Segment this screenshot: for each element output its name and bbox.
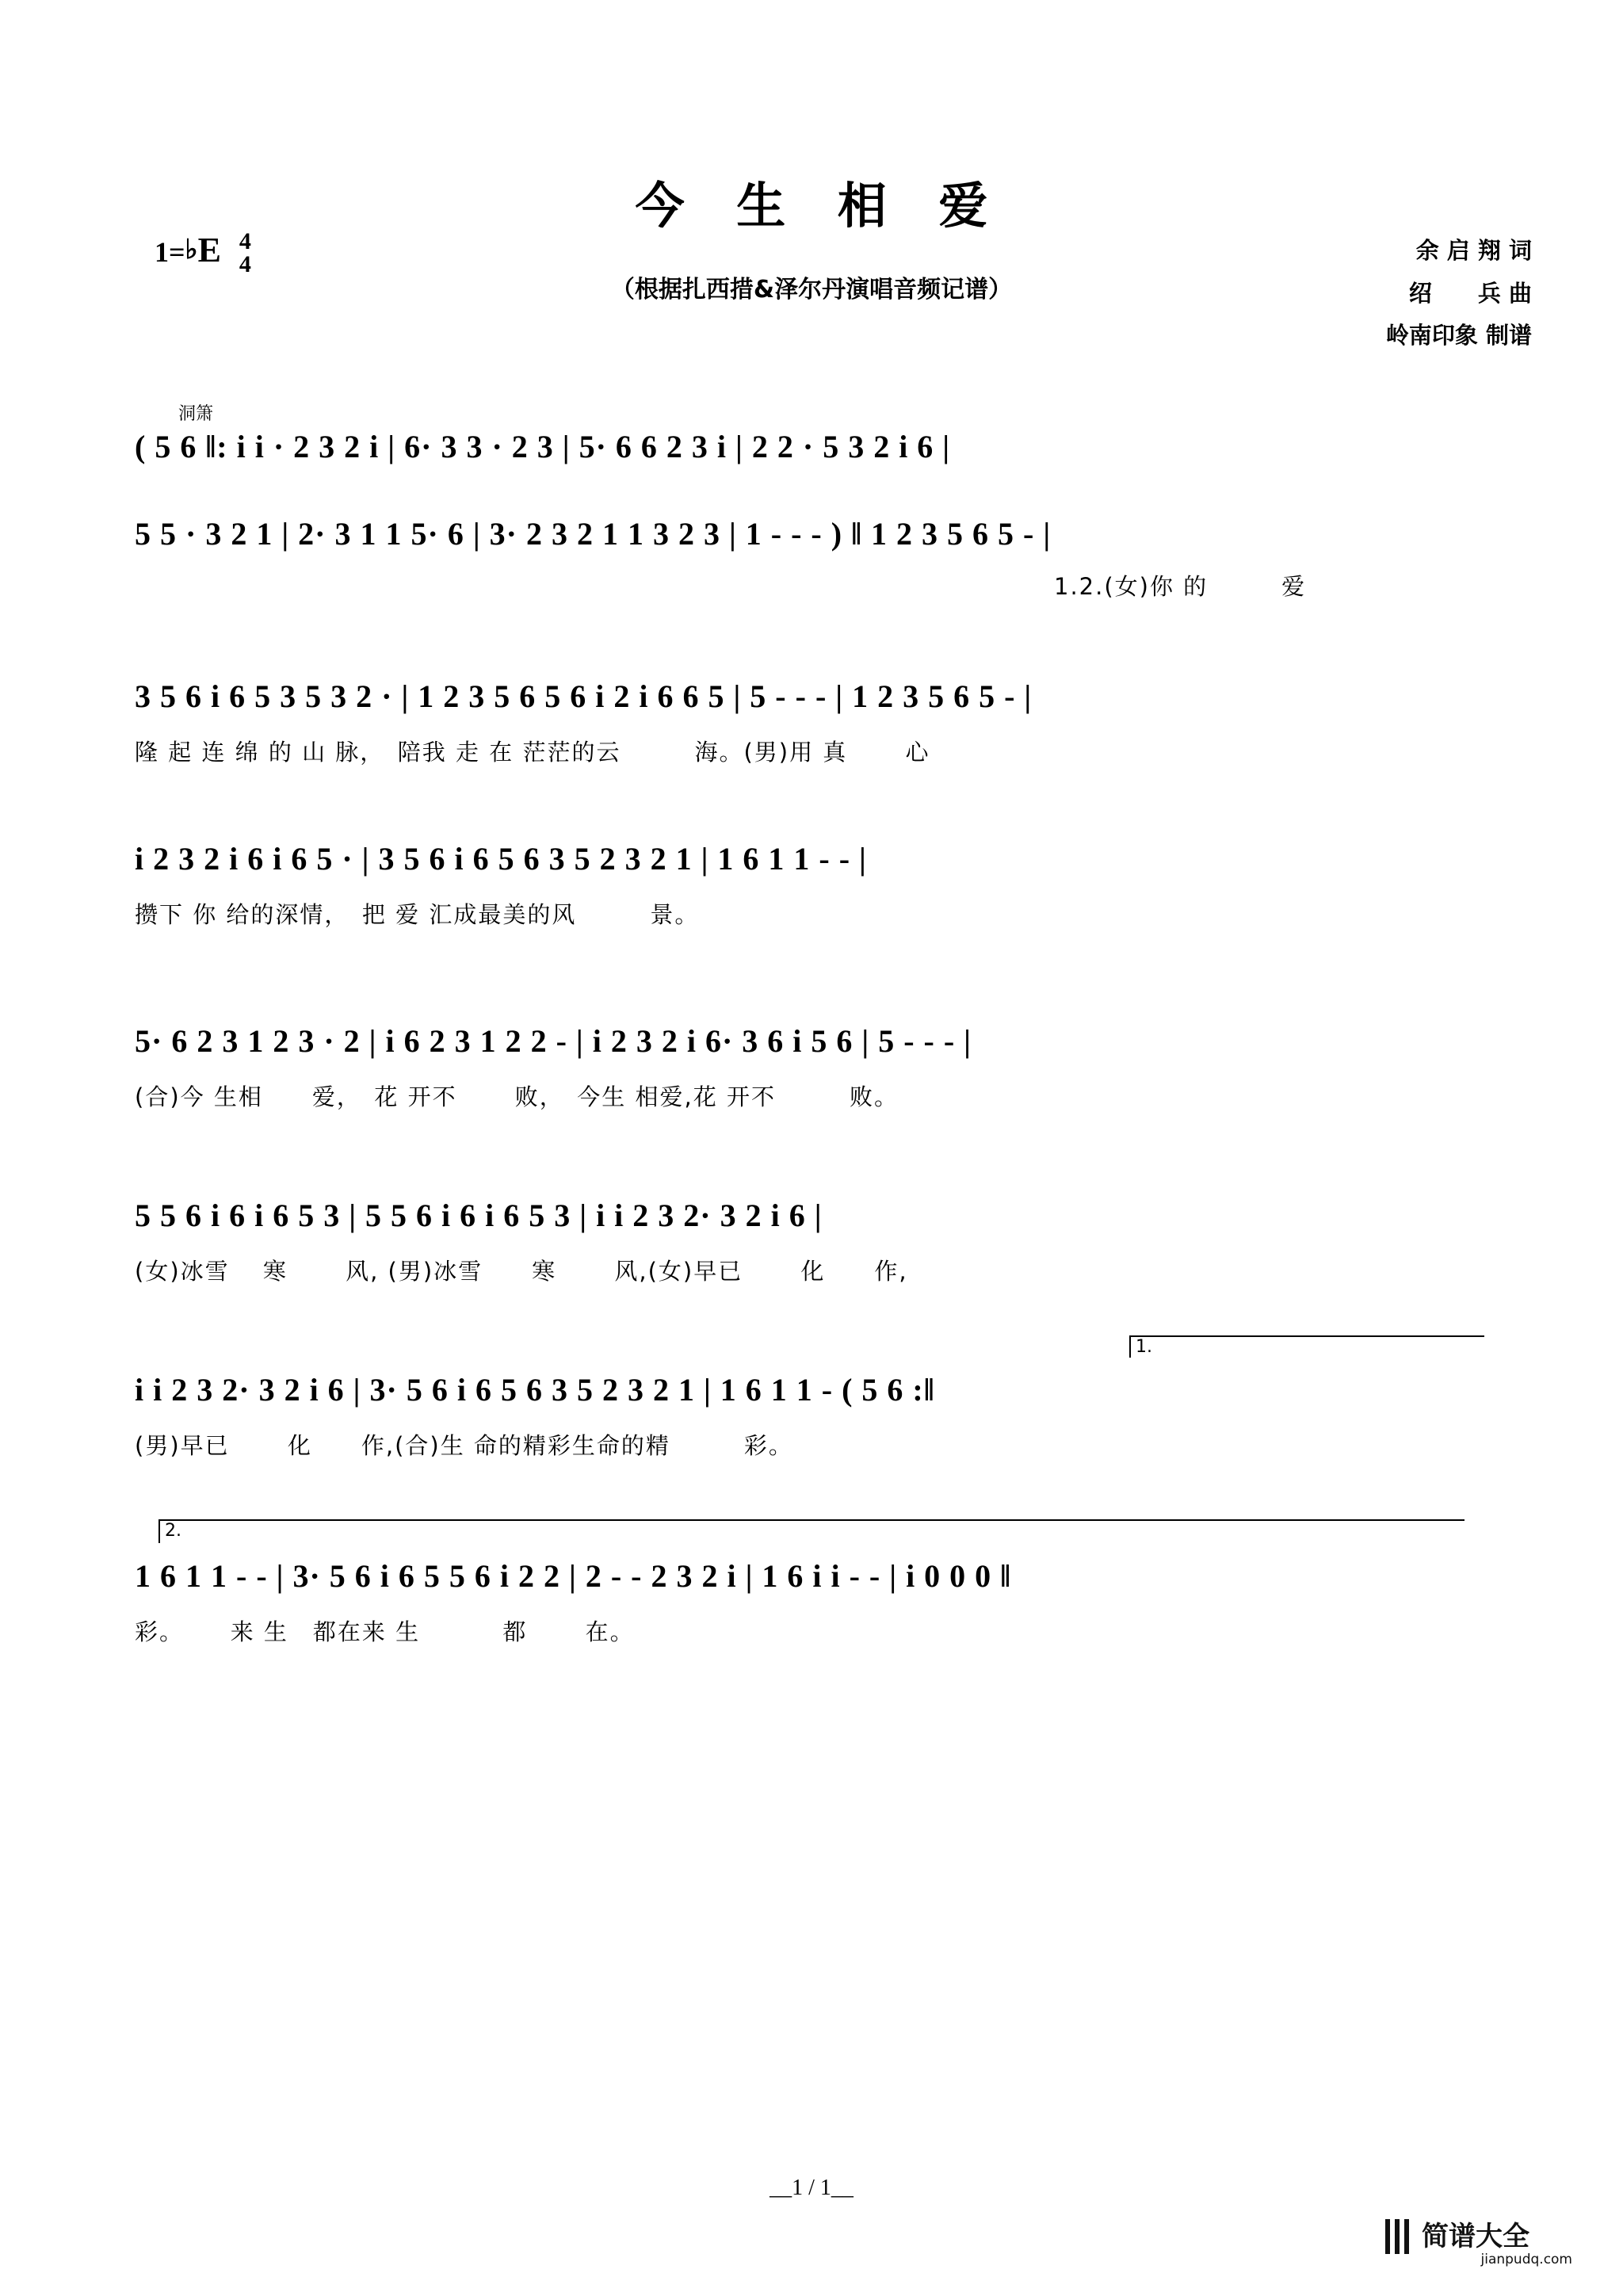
flat-symbol: ♭ (185, 235, 198, 265)
instrument-label: 洞箫 (178, 404, 214, 424)
page-subtitle: （根据扎西措&泽尔丹演唱音频记谱） (610, 276, 1013, 304)
music-system-4 (0, 840, 1623, 951)
logo-url: jianpudq.com (1480, 2252, 1572, 2267)
notation-line: i 2 3 2 i 6 i 6 5 · | 3 5 6 i 6 5 6 3 5 2 3 2 1 | 1 6 1 1 - - | (135, 841, 867, 877)
music-system-6 (0, 1197, 1623, 1308)
music-system-7 (0, 1337, 1623, 1490)
lyrics-line: (合)今 生相 爱， 花 开不 败， 今生 相爱,花 开不 败。 (135, 1083, 899, 1110)
notation-line: 5· 6 2 3 1 2 3 · 2 | i 6 2 3 1 2 2 - | i 2 3 2 i 6· 3 6 i 5 6 | 5 - - - | (135, 1023, 972, 1059)
lyrics-line: (女)冰雪 寒 风, (男)冰雪 寒 风,(女)早已 化 作, (135, 1258, 908, 1285)
key-letter: E (197, 231, 221, 269)
lyrics-line: 隆 起 连 绵 的 山 脉， 陪我 走 在 茫茫的云 海。(男)用 真 心 (135, 739, 930, 766)
notation-line: ( 5 6 ‖: i i · 2 3 2 i | 6· 3 3 · 2 3 | 5· 6 6 2 3 i | 2 2 · 5 3 2 i 6 | (135, 429, 951, 464)
site-logo (1385, 2209, 1575, 2267)
lyrics-line: 1.2.(女)你 的 爱 (1054, 573, 1307, 600)
notation-line: 3 5 6 i 6 5 3 5 3 2 · | 1 2 3 5 6 5 6 i 2 i 6 6 5 | 5 - - - | 1 2 3 5 6 5 - | (135, 678, 1033, 714)
logo-bars-icon (1385, 2219, 1415, 2254)
second-ending-bracket: 2. (158, 1519, 1465, 1543)
credit-composer: 绍 兵 曲 (1408, 279, 1532, 307)
page-number: __1 / 1__ (769, 2176, 854, 2200)
notation-line: i i 2 3 2· 3 2 i 6 | 3· 5 6 i 6 5 6 3 5 2 3 2 1 | 1 6 1 1 - ( 5 6 :‖ (135, 1372, 935, 1408)
logo-text: 简谱大全 (1422, 2221, 1529, 2252)
meter-denominator: 4 (239, 250, 251, 277)
lyrics-line: (男)早已 化 作,(合)生 命的精彩生命的精 彩。 (135, 1432, 793, 1459)
music-system-2 (0, 515, 1623, 626)
page-title: 今 生 相 爱 (635, 177, 1006, 235)
credit-lyricist: 余 启 翔 词 (1415, 237, 1532, 264)
notation-line: 5 5 · 3 2 1 | 2· 3 1 1 5· 6 | 3· 2 3 2 1 1 3 2 3 | 1 - - - ) ‖ 1 2 3 5 6 5 - | (135, 516, 1052, 552)
credit-transcriber: 岭南印象 制谱 (1385, 322, 1532, 350)
music-system-5 (0, 1022, 1623, 1133)
first-ending-bracket: 1. (1129, 1335, 1484, 1358)
music-system-1 (0, 428, 1623, 515)
notation-line: 5 5 6 i 6 i 6 5 3 | 5 5 6 i 6 i 6 5 3 | i i 2 3 2· 3 2 i 6 | (135, 1198, 823, 1233)
meter-numerator: 4 (239, 228, 251, 255)
lyrics-line: 攒下 你 给的深情， 把 爱 汇成最美的风 景。 (135, 901, 700, 928)
notation-line: 1 6 1 1 - - | 3· 5 6 i 6 5 5 6 i 2 2 | 2 - - 2 3 2 i | 1 6 i i - - | i 0 0 0 ‖ (135, 1558, 1012, 1594)
music-system-8 (0, 1521, 1623, 1676)
music-system-3 (0, 678, 1623, 789)
key-prefix: 1= (155, 236, 185, 268)
lyrics-line: 彩。 来 生 都在来 生 都 在。 (135, 1618, 635, 1645)
credits (1386, 230, 1532, 357)
